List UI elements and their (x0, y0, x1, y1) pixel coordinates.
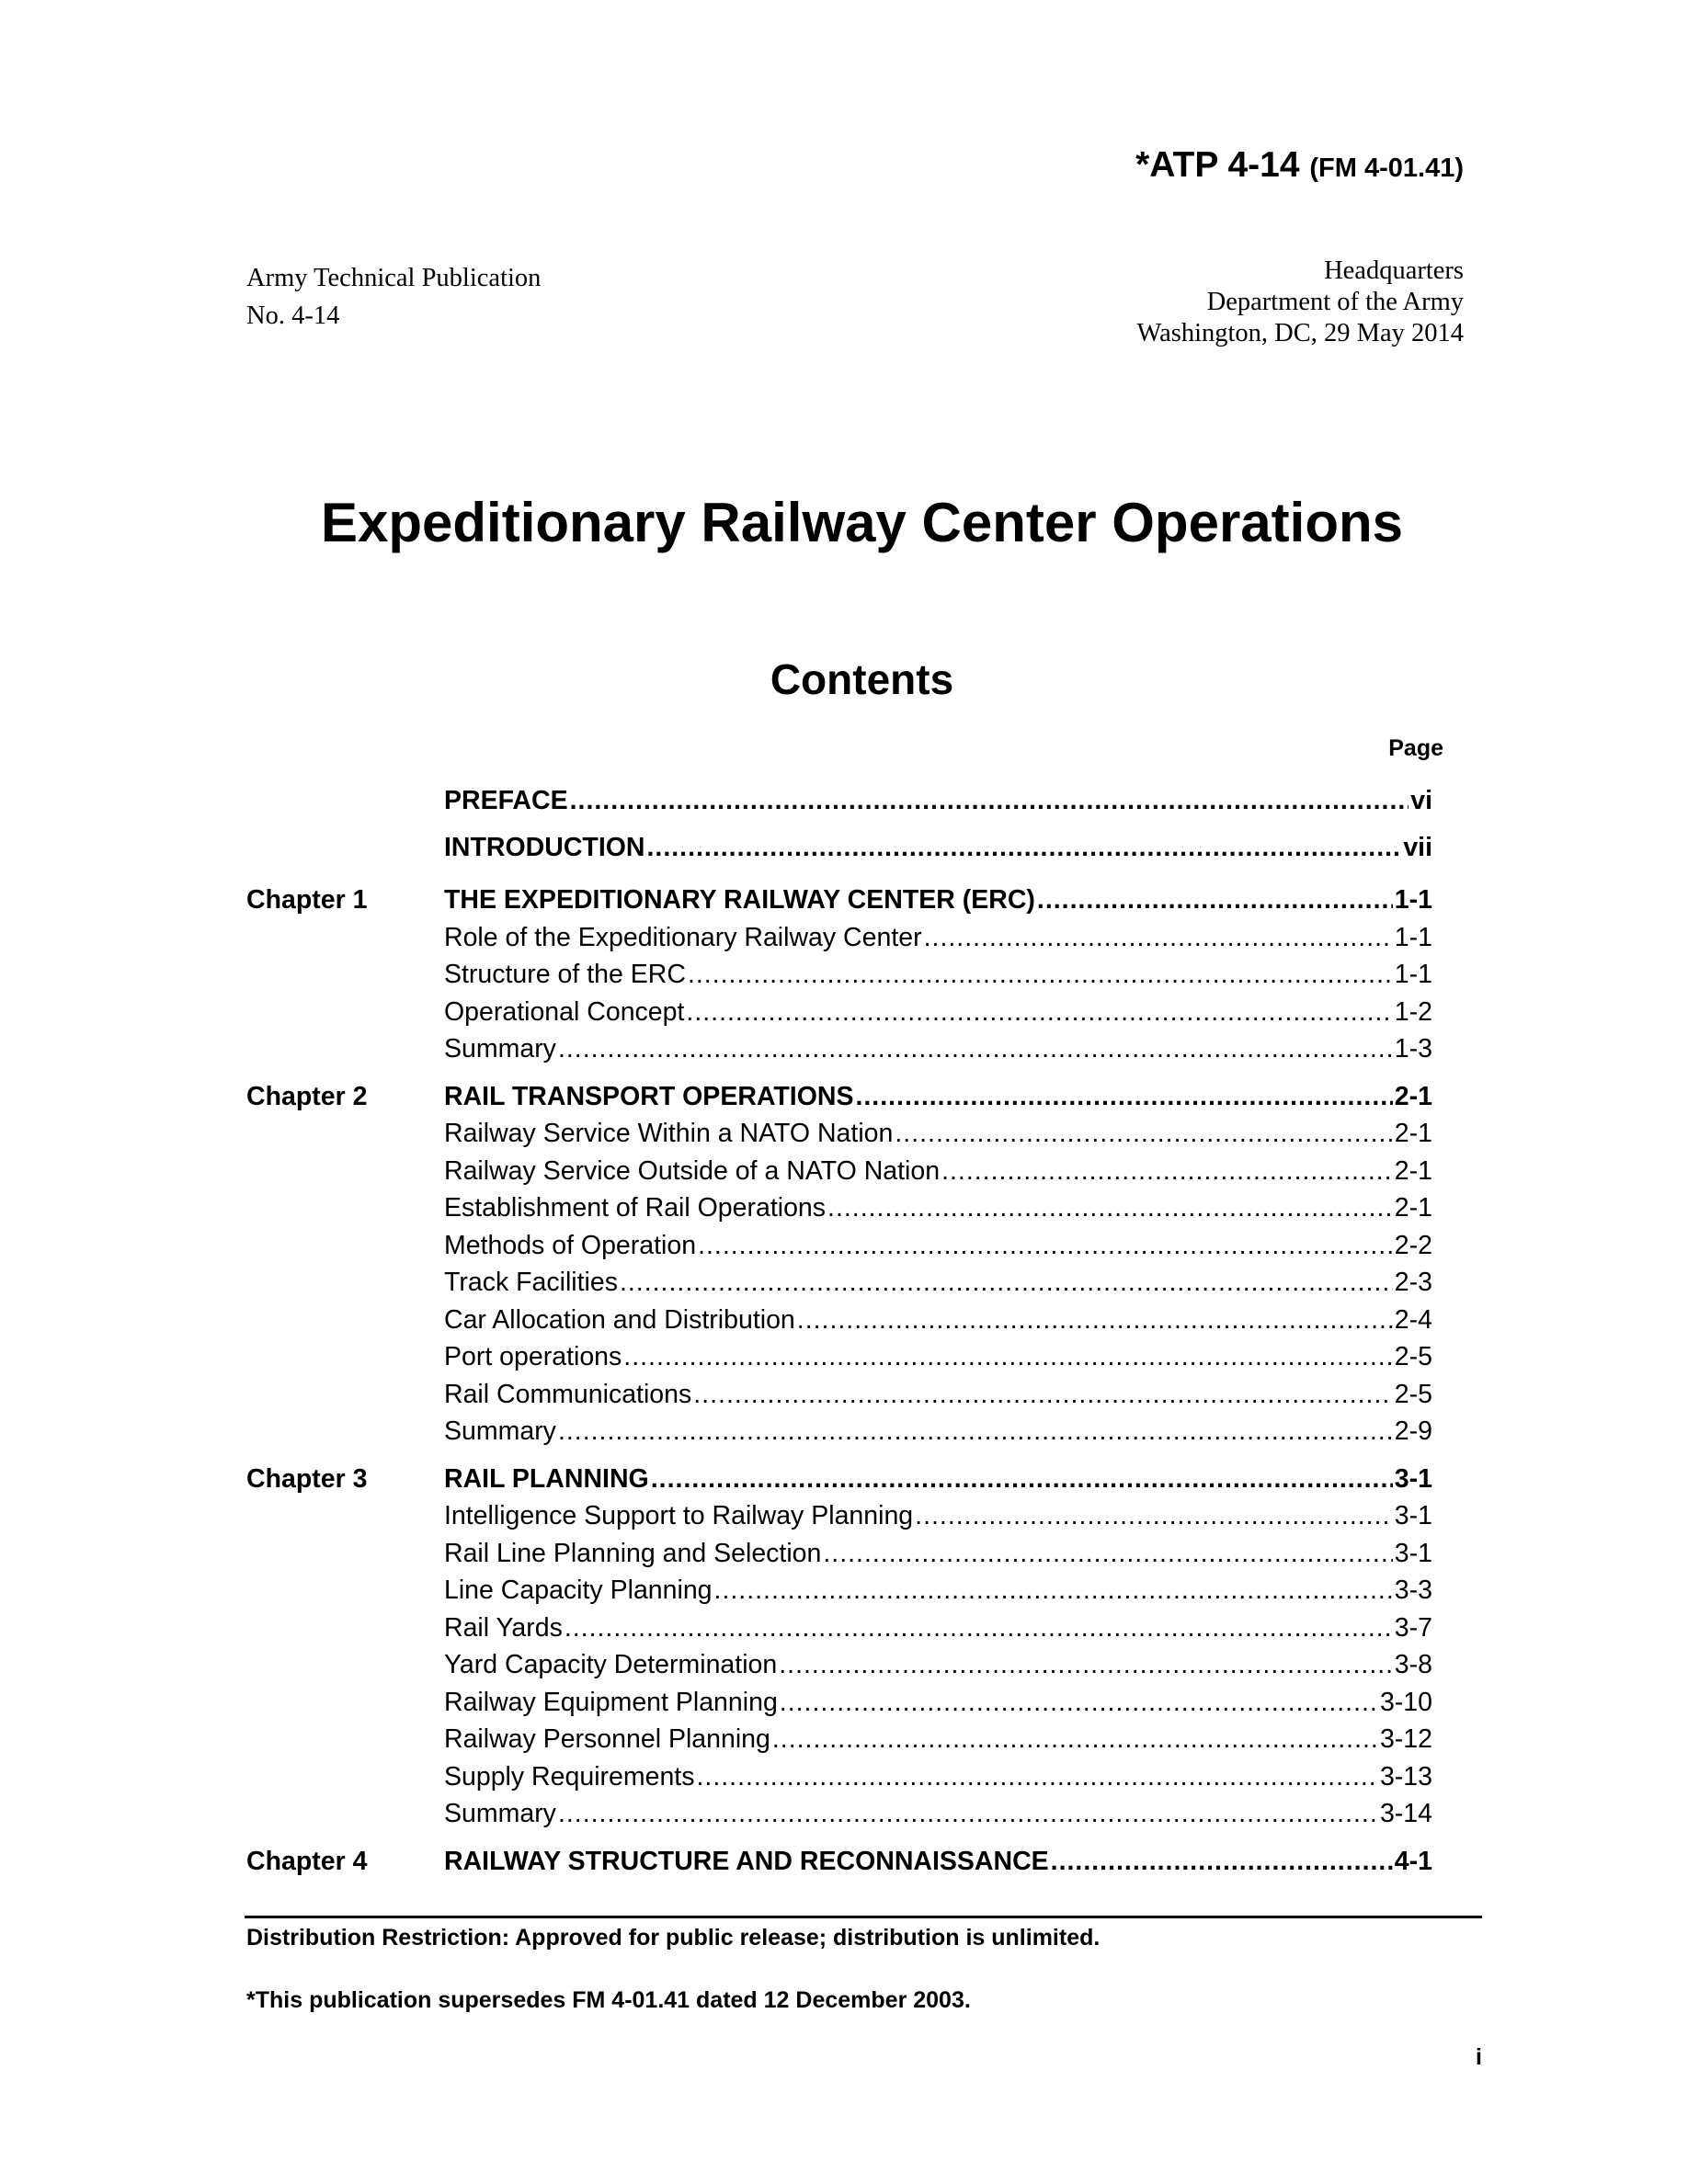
toc-dot-leader (558, 1795, 1378, 1833)
toc-entry-page: 2-5 (1394, 1379, 1432, 1409)
toc-chapter-label: Chapter 2 (246, 1081, 368, 1111)
toc-entry-page: 1-1 (1394, 885, 1432, 915)
toc-entry-title: RAILWAY STRUCTURE AND RECONNAISSANCE (444, 1846, 1049, 1876)
footer-divider (245, 1916, 1482, 1918)
toc-entry[interactable] (246, 1572, 1432, 1610)
toc-dot-leader (646, 825, 1401, 871)
toc-chapter-entry[interactable] (246, 1078, 1432, 1116)
toc-entry[interactable] (246, 1264, 1432, 1302)
toc-dot-leader (558, 1413, 1393, 1450)
toc-entry-title: Car Allocation and Distribution (444, 1304, 795, 1335)
issuing-authority (1136, 256, 1464, 349)
toc-chapter-entry[interactable] (246, 1843, 1432, 1881)
toc-entry[interactable] (246, 1497, 1432, 1535)
toc-entry-page: 2-4 (1394, 1304, 1432, 1335)
toc-entry-page: 4-1 (1394, 1846, 1432, 1876)
toc-dot-leader (895, 1115, 1392, 1153)
toc-entry-title: Railway Equipment Planning (444, 1687, 778, 1717)
toc-entry[interactable] (246, 1189, 1432, 1227)
contents-heading: Contents (770, 655, 954, 703)
toc-entry[interactable] (246, 1115, 1432, 1153)
toc-entry-page: 3-1 (1394, 1538, 1432, 1568)
toc-entry-page: 2-1 (1394, 1155, 1432, 1186)
toc-entry[interactable] (246, 994, 1432, 1031)
toc-dot-leader (714, 1572, 1393, 1610)
distribution-restriction: Distribution Restriction: Approved for public release; distribution is unlimited. (246, 1925, 1101, 1951)
publication-type: Army Technical Publication (246, 264, 542, 292)
toc-entry[interactable] (246, 956, 1432, 994)
toc-entry-page: 3-10 (1379, 1687, 1432, 1717)
toc-entry[interactable] (246, 1795, 1432, 1833)
toc-entry[interactable] (246, 1227, 1432, 1265)
toc-entry[interactable] (246, 825, 1432, 871)
toc-entry-page: 3-1 (1394, 1463, 1432, 1494)
toc-entry[interactable] (246, 1758, 1432, 1796)
toc-entry-title: Port operations (444, 1342, 622, 1371)
toc-entry-page: 2-5 (1394, 1342, 1432, 1371)
toc-entry-page: vii (1403, 833, 1432, 862)
publication-number-line: No. 4-14 (246, 301, 340, 330)
authority-headquarters: Headquarters (1324, 256, 1464, 285)
toc-chapter-entry[interactable] (246, 1461, 1432, 1498)
superseded-publication-number: (FM 4-01.41) (1309, 154, 1464, 183)
toc-entry[interactable] (246, 1721, 1432, 1758)
toc-entry-page: 2-2 (1394, 1230, 1432, 1260)
toc-entry-title: Summary (444, 1799, 556, 1828)
table-of-contents (246, 778, 1432, 1880)
toc-entry-page: 3-3 (1394, 1575, 1432, 1605)
toc-entry-title: Railway Service Outside of a NATO Nation (444, 1155, 941, 1186)
toc-entry-page: 2-1 (1394, 1081, 1432, 1111)
toc-dot-leader (924, 919, 1393, 957)
toc-entry-page: 2-1 (1394, 1193, 1432, 1223)
toc-dot-leader (686, 994, 1392, 1031)
toc-dot-leader (772, 1721, 1378, 1758)
toc-entry-page: 3-13 (1379, 1761, 1432, 1792)
toc-dot-leader (779, 1646, 1393, 1684)
toc-dot-leader (623, 1338, 1393, 1376)
toc-entry[interactable] (246, 1302, 1432, 1339)
toc-entry-page: 3-7 (1394, 1612, 1432, 1643)
toc-entry-title: Rail Communications (444, 1379, 692, 1409)
toc-entry-title: Line Capacity Planning (444, 1575, 713, 1605)
toc-dot-leader (693, 1376, 1393, 1414)
toc-entry-page: 3-14 (1379, 1799, 1432, 1828)
toc-entry-page: 1-2 (1394, 996, 1432, 1027)
toc-entry-title: Establishment of Rail Operations (444, 1193, 827, 1223)
toc-entry-title: Track Facilities (444, 1268, 618, 1297)
publication-designation (246, 259, 541, 335)
supersession-notice: *This publication supersedes FM 4-01.41 dated 12 December 2003. (246, 1987, 971, 2013)
authority-location-date: Washington, DC, 29 May 2014 (1136, 319, 1464, 347)
toc-entry-title: Operational Concept (444, 996, 685, 1027)
toc-chapter-label: Chapter 3 (246, 1463, 368, 1494)
toc-entry-title: THE EXPEDITIONARY RAILWAY CENTER (ERC) (444, 885, 1035, 915)
toc-entry[interactable] (246, 1610, 1432, 1647)
authority-department: Department of the Army (1206, 288, 1464, 316)
toc-entry[interactable] (246, 1684, 1432, 1722)
toc-dot-leader (570, 778, 1409, 825)
toc-dot-leader (797, 1302, 1393, 1339)
toc-chapter-entry[interactable] (246, 882, 1432, 919)
toc-dot-leader (823, 1535, 1392, 1573)
toc-entry-title: Supply Requirements (444, 1761, 695, 1792)
toc-entry-title: INTRODUCTION (444, 833, 645, 862)
toc-dot-leader (620, 1264, 1393, 1302)
toc-entry-title: Railway Service Within a NATO Nation (444, 1119, 894, 1148)
toc-entry[interactable] (246, 1646, 1432, 1684)
toc-entry-page: vi (1410, 786, 1432, 815)
toc-entry[interactable] (246, 778, 1432, 825)
toc-dot-leader (565, 1610, 1393, 1647)
page-column-label: Page (1388, 735, 1443, 761)
toc-entry-title: Intelligence Support to Railway Planning (444, 1501, 914, 1530)
toc-chapter-label: Chapter 4 (246, 1846, 368, 1876)
toc-chapter-label: Chapter 1 (246, 885, 368, 915)
toc-entry-title: PREFACE (444, 786, 568, 815)
toc-entry-page: 2-9 (1394, 1416, 1432, 1446)
document-title: Expeditionary Railway Center Operations (320, 492, 1403, 553)
toc-dot-leader (780, 1684, 1378, 1722)
toc-entry-page: 3-1 (1394, 1501, 1432, 1530)
toc-dot-leader (558, 1030, 1393, 1068)
toc-entry-page: 2-1 (1394, 1119, 1432, 1148)
publication-id (1135, 145, 1464, 186)
toc-entry-title: Role of the Expeditionary Railway Center (444, 922, 922, 952)
toc-entry[interactable] (246, 1338, 1432, 1376)
toc-dot-leader (1051, 1843, 1393, 1881)
toc-dot-leader (698, 1227, 1393, 1265)
toc-entry-title: Rail Yards (444, 1612, 563, 1643)
toc-entry[interactable] (246, 1153, 1432, 1190)
toc-dot-leader (941, 1153, 1393, 1190)
toc-entry[interactable] (246, 1376, 1432, 1414)
toc-entry-page: 3-12 (1379, 1724, 1432, 1754)
toc-entry[interactable] (246, 1535, 1432, 1573)
toc-entry-title: Railway Personnel Planning (444, 1724, 770, 1754)
toc-entry-title: Structure of the ERC (444, 960, 686, 989)
toc-entry-title: Summary (444, 1416, 556, 1446)
toc-entry-page: 1-1 (1394, 922, 1432, 952)
toc-dot-leader (855, 1078, 1392, 1116)
toc-dot-leader (1037, 882, 1393, 919)
toc-entry-page: 1-3 (1394, 1034, 1432, 1064)
toc-entry-title: Methods of Operation (444, 1230, 697, 1260)
toc-entry[interactable] (246, 919, 1432, 957)
page-number: i (1476, 2044, 1482, 2070)
toc-entry-title: RAIL TRANSPORT OPERATIONS (444, 1081, 854, 1111)
toc-entry-page: 2-3 (1394, 1268, 1432, 1297)
toc-dot-leader (827, 1189, 1393, 1227)
toc-entry-title: Yard Capacity Determination (444, 1650, 778, 1679)
toc-dot-leader (688, 956, 1393, 994)
toc-entry-title: Rail Line Planning and Selection (444, 1538, 822, 1568)
toc-entry-page: 3-8 (1394, 1650, 1432, 1679)
toc-entry[interactable] (246, 1413, 1432, 1450)
toc-dot-leader (915, 1497, 1393, 1535)
toc-dot-leader (651, 1461, 1393, 1498)
toc-entry-title: Summary (444, 1034, 556, 1064)
toc-dot-leader (696, 1758, 1377, 1796)
toc-entry-page: 1-1 (1394, 960, 1432, 989)
toc-entry-title: RAIL PLANNING (444, 1463, 649, 1494)
publication-number: *ATP 4-14 (1135, 145, 1300, 185)
toc-entry[interactable] (246, 1030, 1432, 1068)
